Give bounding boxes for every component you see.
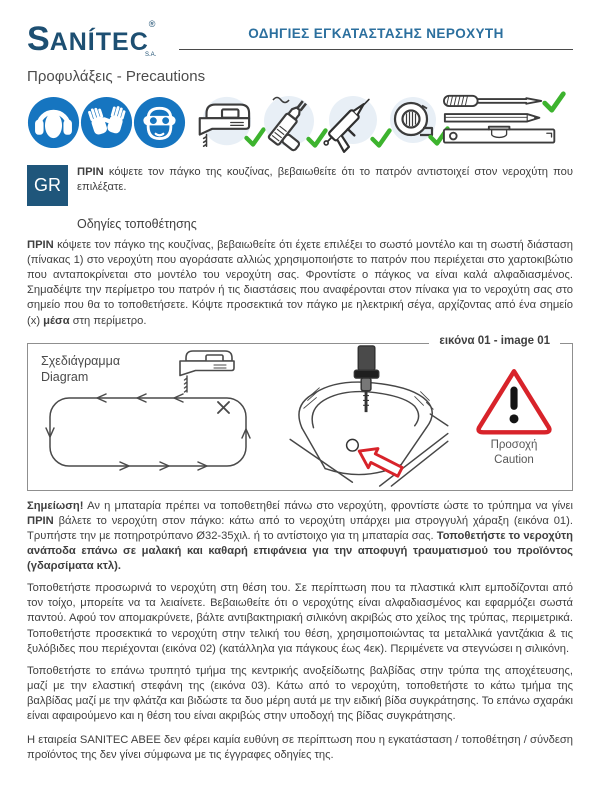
diagram-label: Σχεδιάγραμμα Diagram <box>41 353 121 384</box>
language-badge: GR <box>27 165 68 206</box>
logo-wordmark: ANÍTEC <box>49 28 149 56</box>
warning-triangle-icon <box>473 365 555 435</box>
bold-term: ΠΡΙΝ <box>27 239 54 251</box>
gr-intro-paragraph: ΠΡΙΝ κόψετε τον πάγκο της κουζίνας, βεβαιωθείτε ότι το πατρόν αντιστοιχεί στον νεροχύτη που επιλέξατε. <box>77 166 573 194</box>
caulk-gun-icon <box>320 91 384 153</box>
red-arrow <box>354 441 404 481</box>
logo-sa-suffix: S.A. <box>145 52 157 58</box>
ear-protection-icon <box>27 96 80 149</box>
instructions-paragraph-1: ΠΡΙΝ κόψετε τον πάγκο της κουζίνας, βεβαιωθείτε ότι έχετε επιλέξει το σωστό μοντέλο και τη σωστή διάσταση (πίνακας 1) στο νεροχύτη που αγοράσατε αλλιώς χρησιμοποιήστε το πατρόν που περιέχεται στο χαρτοκιβώτιο που ανταποκρίνεται στο μοντέλο του νεροχύτη σας. Φροντίστε ο πάγκος να είναι καλά αλφαδιασμένος. Σημαδέψτε την περίμετρο του πατρόν ή τις διαστάσεις που αναφέρονται στον πίνακα για το νεροχύτη σας στο σημείο που θα το τοποθετήσετε. Κόψτε προσεκτικά τον πάγκο με ηλεκτρική σέγα, αρχίζοντας από ένα σημείο (x) μέσα στη περίμετρο. <box>27 239 573 327</box>
page-title: ΟΔΗΓΙΕΣ ΕΓΚΑΤΑΣΤΑΣΗΣ ΝΕΡΟΧΥΤΗ <box>248 26 504 41</box>
jigsaw-icon <box>186 92 258 152</box>
instructions-paragraph-4: Τοποθετήστε το επάνω τρυπητό τμήμα της κεντρικής ανοξείδωτης βαλβίδας στην τρύπα της αποχέτευσης, μαζί με την ελαστική στεφάνη της (εικόνα 03). Κάτω από το νεροχύτη, τοποθετήστε το κάτω τμήμα της βαλβίδας μαζί με την φλάτζα και βιδώστε τα δυο μέρη αυτά με την ειδική βίδα συγκράτησης. Το επάνω σχαράκι είναι αφαιρούμενο και η θέση του είναι ακριβώς στην υποδοχή της βίδας συγκράτησης. <box>27 664 573 723</box>
precaution-icons-row <box>27 91 573 153</box>
header <box>27 16 573 56</box>
figure-caption: εικόνα 01 - image 01 <box>429 335 560 347</box>
precautions-heading: Προφυλάξεις - Precautions <box>27 68 206 85</box>
header-rule <box>179 49 573 50</box>
logo-initial: S <box>27 20 50 58</box>
language-section <box>27 165 573 206</box>
cut-diagram <box>28 344 280 490</box>
sink-drilling-illustration <box>280 344 456 490</box>
instructions-heading: Οδηγίες τοποθέτησης <box>77 217 197 231</box>
bold-term: μέσα <box>43 314 70 327</box>
disclaimer-paragraph: Η εταιρεία SANITEC ABEE δεν φέρει καμία ευθύνη σε περίπτωση που η εγκατάσταση / τοποθέτηση / σύνδεση προϊόντος της δεν γίνει σύμφωνα με τις έγγραφες οδηγίες της. <box>27 734 573 762</box>
bold-sentence: Τοποθετήστε το νεροχύτη ανάποδα επάνω σε μαλακή και καθαρή επιφάνεια για την αποφυγή τραυματισμού του προϊόντος (γδαρσίματα κτλ). <box>27 529 573 573</box>
bold-term: ΠΡΙΝ <box>27 514 54 527</box>
instructions-paragraph-3: Τοποθετήστε προσωρινά το νεροχύτη στη θέση του. Σε περίπτωση που τα πλαστικά κλιπ εμποδίζονται από τον τοίχο, μπορείτε να τα λειαίνετε. Βεβαιωθείτε ότι ο νεροχύτης είναι αλφαδιασμένος και εφαρμόζει σωστά παντού. Αφού τον απομακρύνετε, βάλτε αντιβακτηριακή σιλικόνη ακριβώς στο χείλος της τρύπας, περιμετρικά. Τοποθετήστε προσεκτικά το νεροχύτη στην τελική του θέση, χρησιμοποιώντας τα μεταλλικά γαντζάκια & τις ξυλόβιδες που περιέχονται (εικόνα 02) (κατάλληλα για πάγκους έως 4εκ). Περιμένετε να στεγνώσει η σιλικόνη. <box>27 582 573 655</box>
caution-block <box>456 344 572 490</box>
screwdriver-pencil-level-icon <box>442 93 560 151</box>
sink-drawing <box>282 344 454 490</box>
check-icon <box>542 91 566 118</box>
bold-term: Σημείωση! <box>27 499 84 512</box>
protective-gloves-icon <box>80 96 133 149</box>
caution-label: Προσοχή Caution <box>490 438 538 467</box>
tape-measure-icon <box>384 93 442 151</box>
drill-icon <box>258 91 320 153</box>
face-protection-icon <box>133 96 186 149</box>
note-paragraph: Σημείωση! Αν η μπαταρία πρέπει να τοποθετηθεί πάνω στο νεροχύτη, φροντίστε ώστε το τρύπημα να γίνει ΠΡΙΝ βάλετε το νεροχύτη στον πάγκο: κάτω από το νεροχύτη υπάρχει μια στρογγυλή χάραξη (εικόνα 01). Τρυπήστε την με ποτηροτρύπανο Ø32-35χιλ. ή το αντίστοιχο για τη μπαταρία σας. Τοποθετήστε το νεροχύτη ανάποδα επάνω σε μαλακή και καθαρή επιφάνεια για την αποφυγή τραυματισμού του προϊόντος (γδαρσίματα κτλ). <box>27 499 573 573</box>
figure-01 <box>27 334 573 491</box>
registered-mark: ® <box>148 19 156 29</box>
header-title-block <box>179 16 573 50</box>
bold-term: ΠΡΙΝ <box>77 166 104 178</box>
sanitec-logo <box>27 16 179 56</box>
